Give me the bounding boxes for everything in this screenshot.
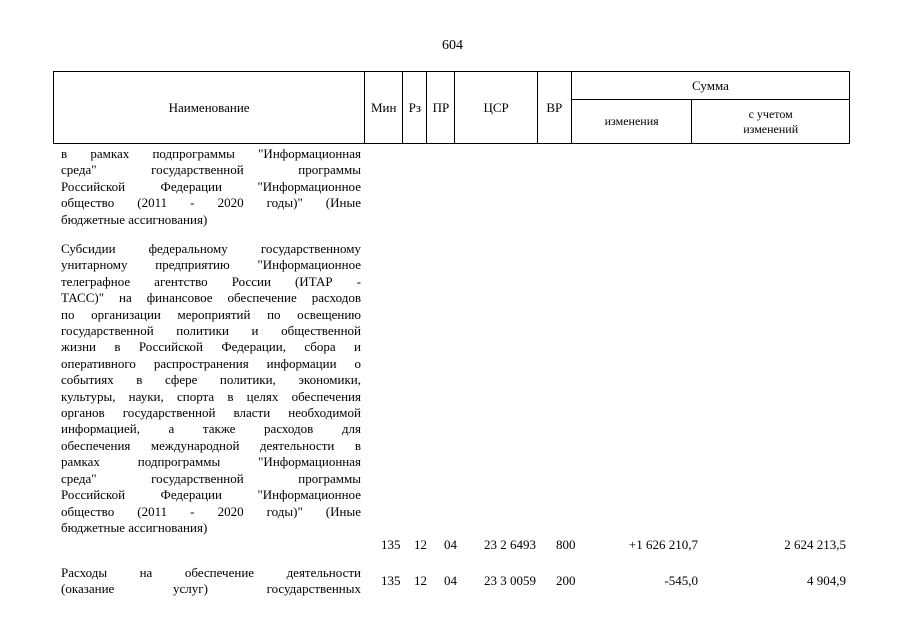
table-header [53, 71, 850, 144]
description-line: бюджетные ассигнования) [61, 519, 208, 535]
description-line: органов государственной власти необходимой [61, 405, 361, 421]
cell-change: -545,0 [664, 573, 698, 588]
description-line: ТАСС)" на финансовое обеспечение расходов [61, 290, 361, 306]
row-description [61, 241, 361, 536]
description-line: общество (2011 - 2020 годы)" (Иные [61, 195, 361, 211]
header-with-changes-line2: изменений [743, 121, 799, 136]
description-line: государственной политики и общественной [61, 323, 361, 339]
row-description [61, 146, 361, 228]
header-rz: Рз [403, 72, 427, 144]
description-line: общество (2011 - 2020 годы)" (Иные [61, 503, 361, 519]
cell-pr: 04 [444, 573, 457, 588]
description-line: рамках подпрограммы "Информационная [61, 454, 361, 470]
cell-rz: 12 [414, 573, 427, 588]
cell-change: +1 626 210,7 [628, 537, 698, 552]
header-name: Наименование [54, 72, 365, 144]
description-line: унитарному предприятию "Информационное [61, 257, 361, 273]
description-line: по организации мероприятий по освещению [61, 306, 361, 322]
header-change: изменения [571, 100, 691, 144]
description-line: Расходы на обеспечение деятельности [61, 565, 361, 580]
cell-min: 135 [381, 573, 401, 588]
description-line: Российской Федерации "Информационное [61, 178, 361, 194]
cell-vr: 200 [556, 573, 576, 588]
description-line: бюджетные ассигнования) [61, 211, 208, 227]
description-line: культуры, науки, спорта в целях обеспечения [61, 388, 361, 404]
description-line: информацией, а также расходов для [61, 421, 361, 437]
page-number: 604 [442, 38, 463, 53]
description-line: Российской Федерации "Информационное [61, 487, 361, 503]
description-line: обеспечения международной деятельности в [61, 437, 361, 453]
header-sum: Сумма [571, 72, 849, 100]
header-min: Мин [365, 72, 403, 144]
description-line: оперативного распространения информации о [61, 355, 361, 371]
description-line: среда" государственной программы [61, 470, 361, 486]
header-with-changes-line1: с учетом [748, 106, 793, 121]
header-with-changes [692, 100, 850, 144]
cell-csr: 23 2 6493 [484, 537, 536, 552]
description-line: жизни в Российской Федерации, сбора и [61, 339, 361, 355]
header-pr: ПР [427, 72, 455, 144]
description-line: Субсидии федеральному государственному [61, 241, 361, 256]
cell-csr: 23 3 0059 [484, 573, 536, 588]
description-line: (оказание услуг) государственных [61, 581, 361, 597]
description-line: в рамках подпрограммы "Информационная [61, 146, 361, 161]
cell-vr: 800 [556, 537, 576, 552]
cell-rz: 12 [414, 537, 427, 552]
header-vr: ВР [537, 72, 571, 144]
description-line: телеграфное агентство России (ИТАР - [61, 273, 361, 289]
cell-total: 4 904,9 [807, 573, 846, 588]
row-description [61, 565, 361, 598]
header-csr: ЦСР [455, 72, 537, 144]
cell-min: 135 [381, 537, 401, 552]
cell-pr: 04 [444, 537, 457, 552]
description-line: среда" государственной программы [61, 162, 361, 178]
cell-total: 2 624 213,5 [784, 537, 846, 552]
description-line: событиях в сфере политики, экономики, [61, 372, 361, 388]
